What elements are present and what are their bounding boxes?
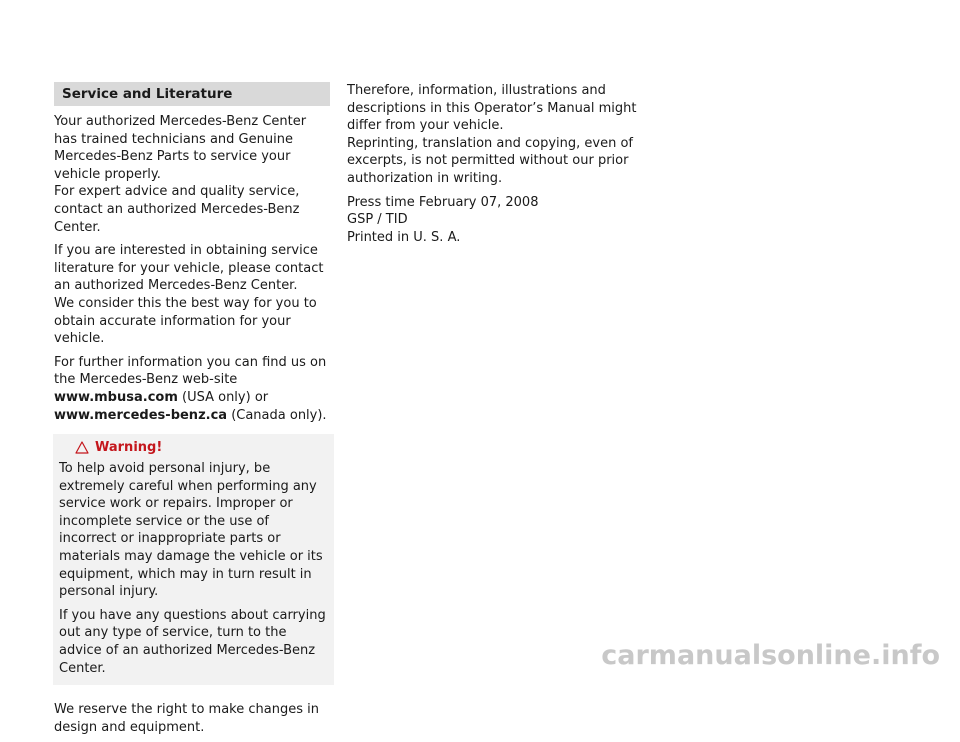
warning-paragraph-injury: To help avoid personal injury, be extremely careful when performing any service work or repairs. Improper or incomplete service or the use of incorrect or inappropriate parts or materials may damage the vehicle or its equipment, which may in turn result in personal injury. xyxy=(59,461,323,600)
printed-in: Printed in U. S. A. xyxy=(347,229,461,245)
warning-title: Warning! xyxy=(95,440,163,456)
press-time: Press time February 07, 2008 xyxy=(347,194,539,210)
warning-paragraph-questions: If you have any questions about carrying out any type of service, turn to the advice of an authorized Mercedes-Benz Center. xyxy=(59,607,326,676)
left-column xyxy=(54,82,330,742)
web-info-text-2: (USA only) or xyxy=(177,389,269,405)
web-info-text-1: For further information you can find us on the Mercedes-Benz web-site xyxy=(54,354,327,388)
warning-triangle-icon xyxy=(75,441,89,454)
gsp-tid: GSP / TID xyxy=(347,212,408,228)
paragraph-reserve-right: We reserve the right to make changes in design and equipment. xyxy=(54,702,319,735)
watermark: carmanualsonline.info xyxy=(601,640,940,671)
paragraph-literature: If you are interested in obtaining service literature for your vehicle, please contact an authorized Mercedes-Benz Center. xyxy=(54,243,324,294)
paragraph-reprinting: Reprinting, translation and copying, even of excerpts, is not permitted without our prior authorization in writing. xyxy=(347,135,633,186)
paragraph-web-info xyxy=(54,354,330,424)
paragraph-expert-advice: For expert advice and quality service, contact an authorized Mercedes-Benz Center. xyxy=(54,184,300,235)
mercedes-benz-ca-link[interactable]: www.mercedes-benz.ca xyxy=(54,407,228,423)
web-info-text-3: (Canada only). xyxy=(227,407,327,423)
paragraph-differ: Therefore, information, illustrations and descriptions in this Operator’s Manual might differ from your vehicle. xyxy=(347,83,637,134)
warning-heading xyxy=(77,439,328,456)
right-column xyxy=(347,82,637,252)
section-title: Service and Literature xyxy=(54,82,330,106)
paragraph-best-way: We consider this the best way for you to obtain accurate information for your vehicle. xyxy=(54,295,317,347)
mbusa-link[interactable]: www.mbusa.com xyxy=(54,389,178,405)
warning-box xyxy=(53,434,334,685)
paragraph-technicians: Your authorized Mercedes-Benz Center has trained technicians and Genuine Mercedes-Benz Parts to service your vehicle properly. xyxy=(54,114,307,182)
